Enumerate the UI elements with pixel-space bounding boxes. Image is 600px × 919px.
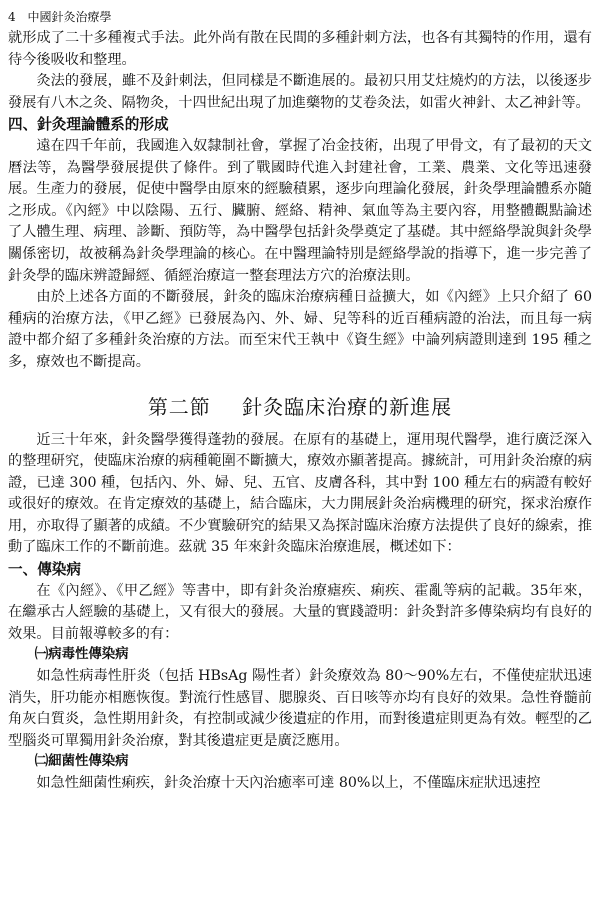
paragraph: 就形成了二十多種複式手法。此外尚有散在民間的多種針刺方法，也各有其獨特的作用，還有待今後吸收和整理。	[8, 30, 592, 68]
section-number: 第二節	[147, 394, 211, 419]
book-page	[8, 6, 592, 794]
paragraph: 在《內經》、《甲乙經》等書中，即有針灸治療瘧疾、痢疾、霍亂等病的記載。35年來，在繼承古人經驗的基礎上，又有很大的發展。大量的實踐證明：針灸對許多傳染病均有良好的效果。目前報導較多的有：	[8, 582, 592, 642]
page-number: 4	[8, 10, 16, 24]
sub-heading: ㈡細菌性傳染病	[34, 754, 129, 770]
subsection-heading: 四、針灸理論體系的形成	[8, 116, 169, 134]
section-name: 針灸臨床治療的新進展	[242, 394, 453, 419]
subsection-heading: 一、傳染病	[8, 561, 81, 579]
paragraph: 灸法的發展，雖不及針刺法，但同樣是不斷進展的。最初只用艾炷燒灼的方法，以後逐步發展有八木之灸、隔物灸，十四世紀出現了加進藥物的艾卷灸法，如雷火神針、太乙神針等。	[8, 73, 592, 111]
paragraph: 如急性細菌性痢疾，針灸治療十天內治癒率可達 80%以上，不僅臨床症狀迅速控	[36, 774, 541, 791]
paragraph: 如急性病毒性肝炎（包括 HBsAg 陽性者）針灸療效為 80～90%左右，不僅使症狀迅速消失，肝功能亦相應恢復。對流行性感冒、腮腺炎、百日咳等亦均有良好的效果。急性脊髓前角灰白質炎，急性期用針灸，有控制或減少後遺症的作用，而對後遺症則更為有效。輕型的乙型腦炎可單獨用針灸治療，對其後遺症更是廣泛應用。	[8, 667, 592, 749]
page-header	[8, 6, 592, 28]
section-title	[8, 392, 592, 422]
paragraph: 由於上述各方面的不斷發展，針灸的臨床治療病種日益擴大，如《內經》上只介紹了 60 種病的治療方法，《甲乙經》已發展為內、外、婦、兒等科的近百種病證的治法，而且每一病證中都介紹了多種針灸治療的方法。而至宋代王執中《資生經》中論列病證則達到 195 種之多，療效也不斷提高。	[8, 289, 592, 370]
paragraph: 遠在四千年前，我國進入奴隸制社會，掌握了冶金技術，出現了甲骨文，有了最初的天文曆法等，為醫學發展提供了條件。到了戰國時代進入封建社會，工業、農業、文化等迅速發展。生產力的發展，促使中醫學由原來的經驗積累，逐步向理論化發展，針灸學理論體系亦隨之形成。《內經》中以陰陽、五行、臟腑、經絡、精神、氣血等為主要內容，用整體觀點論述了人體生理、病理、診斷、預防等，為中醫學包括針灸學奠定了基礎。其中經絡學說與針灸學關係密切，故被稱為針灸學理論的核心。在中醫理論特別是經絡學說的指導下，進一步完善了針灸學的臨床辨證歸經、循經治療這一整套理法方穴的治療法則。	[8, 137, 592, 284]
sub-heading: ㈠病毒性傳染病	[34, 647, 129, 663]
paragraph: 近三十年來，針灸醫學獲得蓬勃的發展。在原有的基礎上，運用現代醫學，進行廣泛深入的整理研究，使臨床治療的病種範圍不斷擴大，療效亦顯著提高。據統計，可用針灸治療的病證，已達 300 種，包括內、外、婦、兒、五官、皮膚各科，其中對 100 種左右的病證有較好或很好的療效。在肯定療效的基礎上，結合臨床，大力開展針灸治病機理的研究，探求治療作用，亦取得了顯著的成績。不少實驗研究的結果又為探討臨床治療方法提供了良好的線索，推動了臨床工作的不斷前進。茲就 35 年來針灸臨床治療進展，概述如下：	[8, 431, 592, 556]
running-title: 中國針灸治療學	[27, 10, 112, 24]
